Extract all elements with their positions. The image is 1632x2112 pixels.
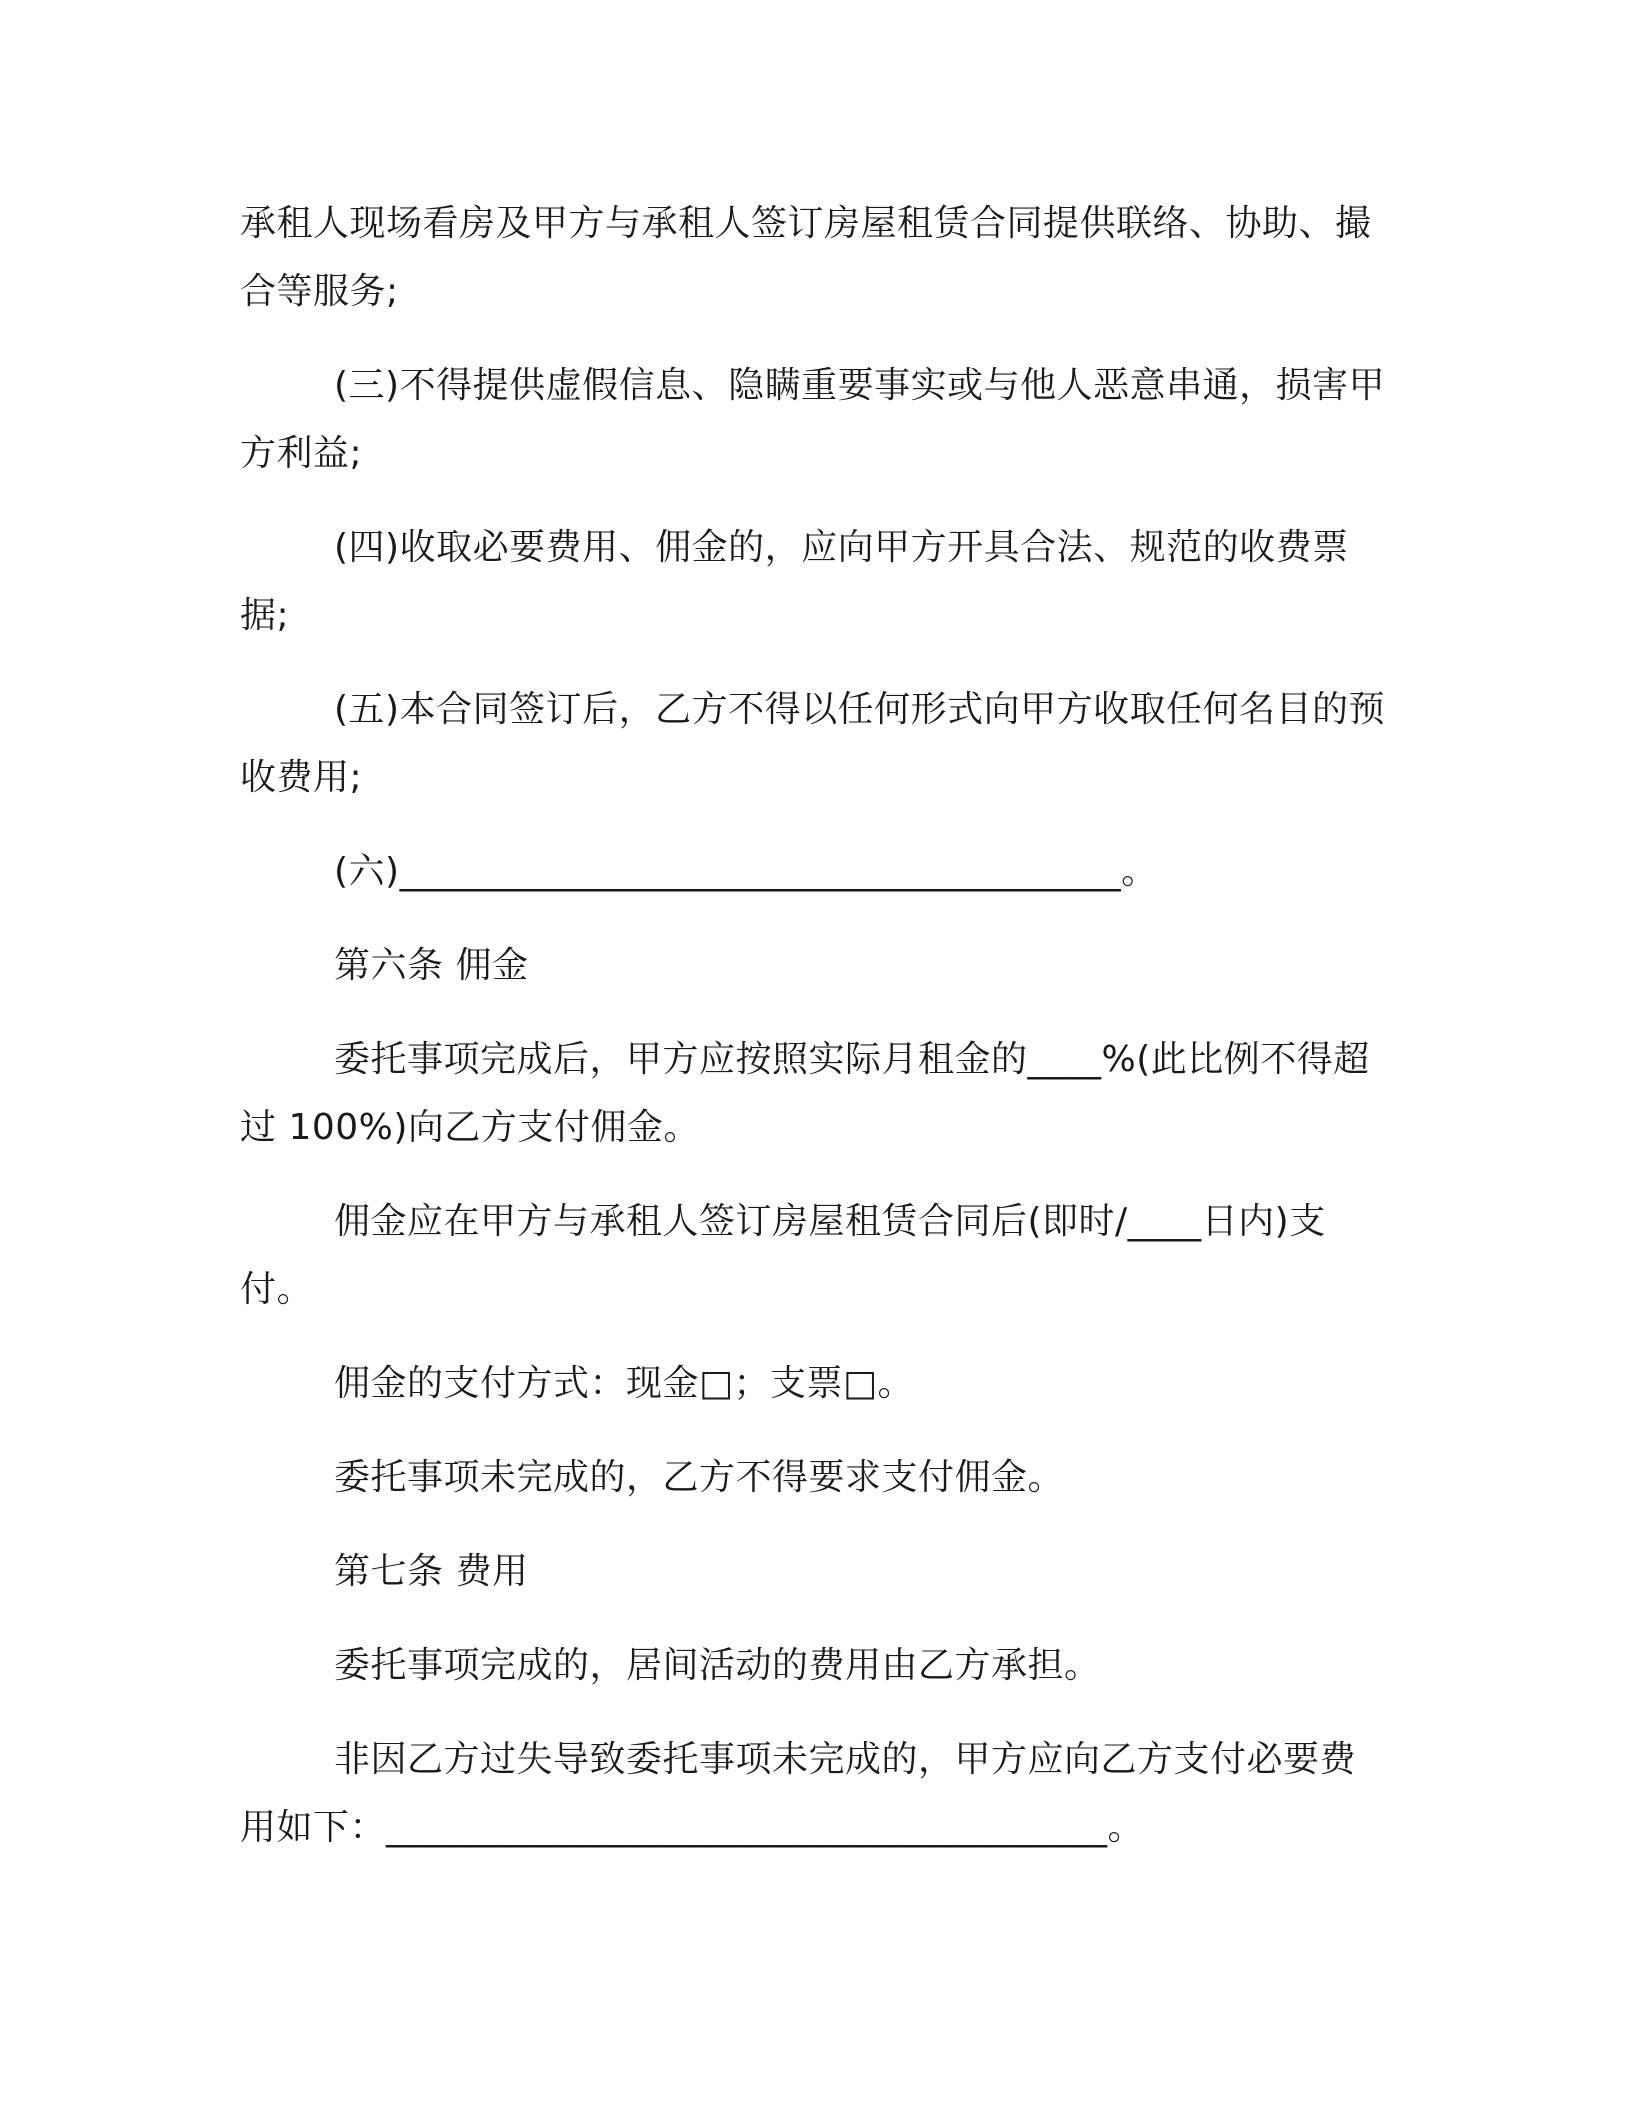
article-7-heading: 第七条 费用 (334, 1551, 529, 1592)
paragraph-clause-5: (五)本合同签订后，乙方不得以任何形式向甲方收取任何名目的预收费用; (240, 689, 1386, 798)
paragraph-clause-4: (四)收取必要费用、佣金的，应向甲方开具合法、规范的收费票据; (240, 527, 1349, 636)
paragraph-clause-6-blank: (六)_______________________________________。 (334, 851, 1158, 892)
paragraph-continuation: 承租人现场看房及甲方与承租人签订房屋租赁合同提供联络、协助、撮合等服务; (240, 203, 1372, 312)
article-6-heading: 第六条 佣金 (334, 945, 529, 986)
paragraph-commission-rate: 委托事项完成后，甲方应按照实际月租金的____%(此比例不得超过 100%)向乙方支付佣金。 (240, 1039, 1370, 1148)
paragraph-clause-3: (三)不得提供虚假信息、隐瞒重要事实或与他人恶意串通，损害甲方利益; (240, 365, 1386, 474)
paragraph-no-commission: 委托事项未完成的，乙方不得要求支付佣金。 (334, 1457, 1065, 1498)
paragraph-commission-timing: 佣金应在甲方与承租人签订房屋租赁合同后(即时/____日内)支付。 (240, 1201, 1326, 1310)
document-body (240, 190, 1390, 1888)
paragraph-expenses-borne: 委托事项完成的，居间活动的费用由乙方承担。 (334, 1645, 1101, 1686)
paragraph-necessary-expenses: 非因乙方过失导致委托事项未完成的，甲方应向乙方支付必要费用如下：_______________________________________。 (240, 1739, 1357, 1848)
paragraph-payment-method: 佣金的支付方式：现金□；支票□。 (334, 1363, 915, 1404)
